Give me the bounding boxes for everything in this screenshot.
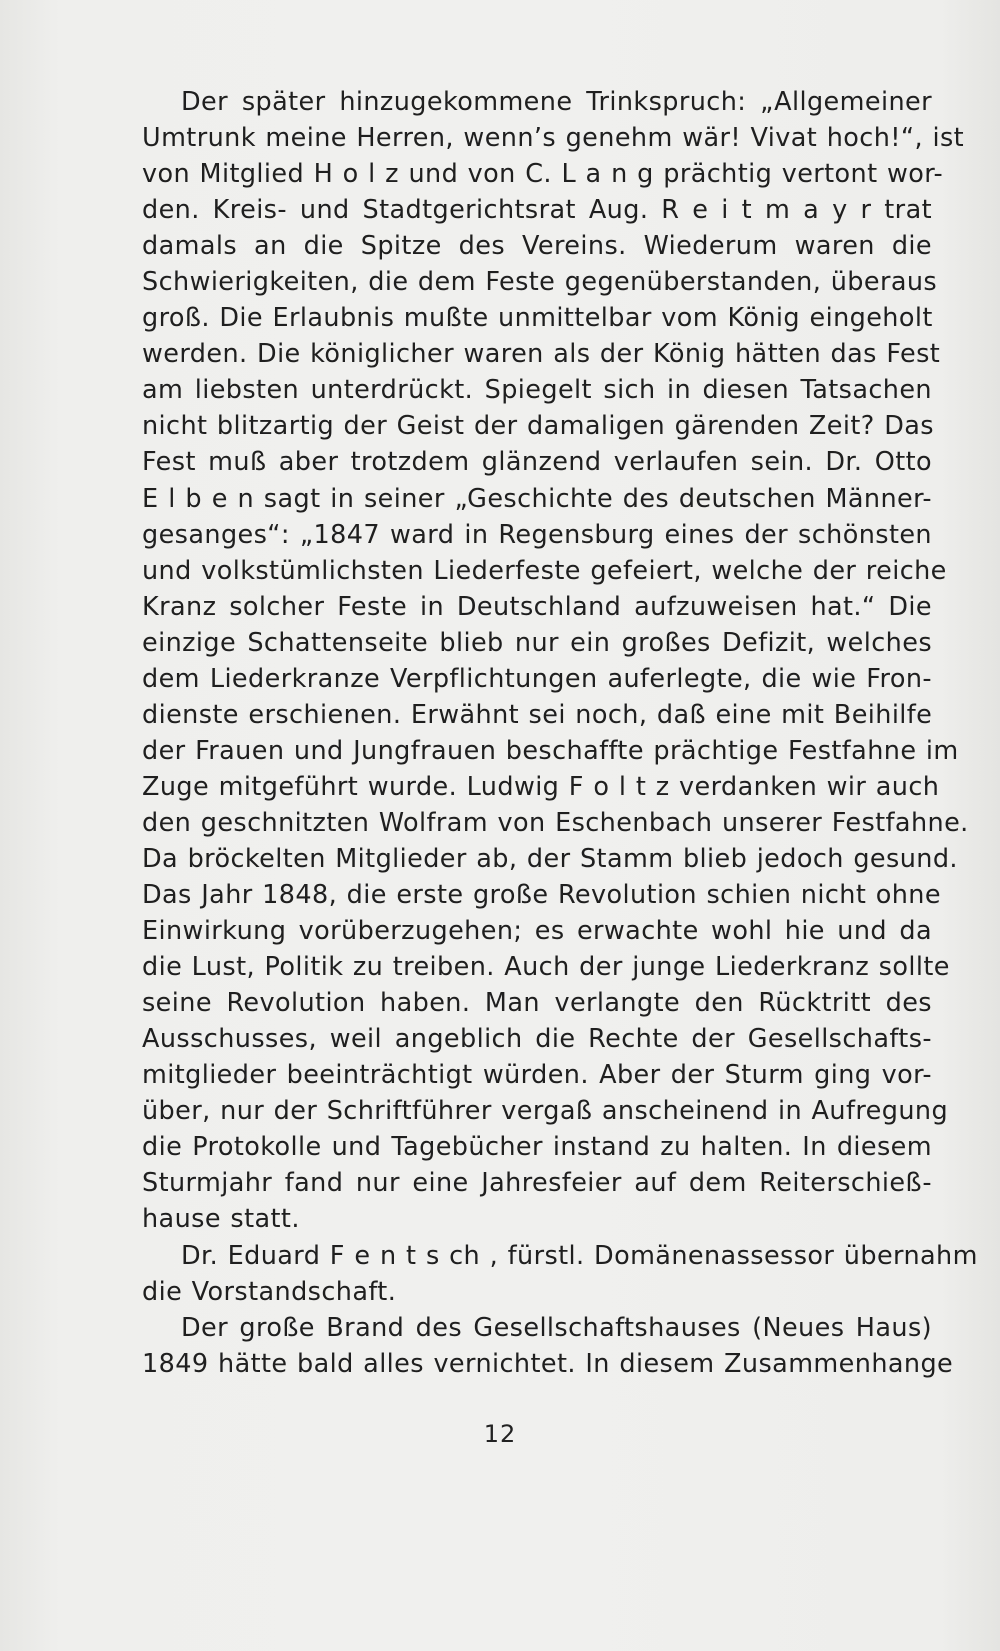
text-line: Dr. Eduard F e n t s ch , fürstl. Domänenassessor übernahm: [181, 1240, 978, 1271]
text-line: groß. Die Erlaubnis mußte unmittelbar vom König eingeholt: [142, 303, 933, 334]
text-line: Einwirkung vorüberzugehen; es erwachte wohl hie und da: [142, 916, 932, 947]
text-line: gesanges“: „1847 ward in Regensburg eines der schönsten: [142, 519, 932, 550]
text-line: der Frauen und Jungfrauen beschaffte prächtige Festfahne im: [142, 735, 959, 766]
text-line: am liebsten unterdrückt. Spiegelt sich in diesen Tatsachen: [142, 375, 932, 406]
text-line: nicht blitzartig der Geist der damaligen gärenden Zeit? Das: [142, 411, 934, 442]
text-line: Da bröckelten Mitglieder ab, der Stamm blieb jedoch gesund.: [142, 843, 958, 874]
text-line: und volkstümlichsten Liederfeste gefeiert, welche der reiche: [142, 555, 947, 586]
text-line: Das Jahr 1848, die erste große Revolution schien nicht ohne: [142, 880, 941, 911]
text-line: Sturmjahr fand nur eine Jahresfeier auf dem Reiterschieß-: [142, 1168, 932, 1199]
text-line: Fest muß aber trotzdem glänzend verlaufen sein. Dr. Otto: [142, 447, 932, 478]
text-line: über, nur der Schriftführer vergaß anscheinend in Aufregung: [142, 1096, 949, 1127]
text-line: die Protokolle und Tagebücher instand zu halten. In diesem: [142, 1132, 932, 1163]
text-line: Kranz solcher Feste in Deutschland aufzuweisen hat.“ Die: [142, 591, 932, 622]
text-line: werden. Die königlicher waren als der König hätten das Fest: [142, 339, 941, 370]
text-line: die Lust, Politik zu treiben. Auch der junge Liederkranz sollte: [142, 952, 950, 983]
text-line: Umtrunk meine Herren, wenn’s genehm wär! Vivat hoch!“, ist: [142, 123, 965, 154]
text-line: hause statt.: [142, 1204, 300, 1235]
text-line: seine Revolution haben. Man verlangte den Rücktritt des: [142, 988, 932, 1019]
text-line: den geschnitzten Wolfram von Eschenbach unserer Festfahne.: [142, 807, 969, 838]
text-line: Der große Brand des Gesellschaftshauses (Neues Haus): [181, 1312, 932, 1343]
page-number: 12: [483, 1420, 517, 1448]
text-line: E l b e n sagt in seiner „Geschichte des deutschen Männer-: [142, 483, 932, 514]
text-line: Ausschusses, weil angeblich die Rechte der Gesellschafts-: [142, 1024, 932, 1055]
text-line: Der später hinzugekommene Trinkspruch: „Allgemeiner: [181, 87, 932, 117]
text-line: 1849 hätte bald alles vernichtet. In diesem Zusammenhange: [142, 1348, 954, 1379]
text-line: dienste erschienen. Erwähnt sei noch, daß eine mit Beihilfe: [142, 699, 933, 730]
text-line: die Vorstandschaft.: [142, 1276, 397, 1307]
text-line: von Mitglied H o l z und von C. L a n g prächtig vertont wor-: [142, 159, 944, 190]
text-line: Schwierigkeiten, die dem Feste gegenüberstanden, überaus: [142, 267, 938, 298]
text-line: Zuge mitgeführt wurde. Ludwig F o l t z verdanken wir auch: [142, 771, 940, 802]
text-line: den. Kreis- und Stadtgerichtsrat Aug. R e i t m a y r trat: [142, 195, 932, 226]
text-line: einzige Schattenseite blieb nur ein großes Defizit, welches: [142, 627, 932, 658]
text-line: damals an die Spitze des Vereins. Wiederum waren die: [142, 231, 932, 262]
text-line: dem Liederkranze Verpflichtungen auferlegte, die wie Fron-: [142, 663, 932, 694]
text-line: mitglieder beeinträchtigt würden. Aber der Sturm ging vor-: [142, 1060, 932, 1091]
body-text: [142, 84, 978, 1382]
